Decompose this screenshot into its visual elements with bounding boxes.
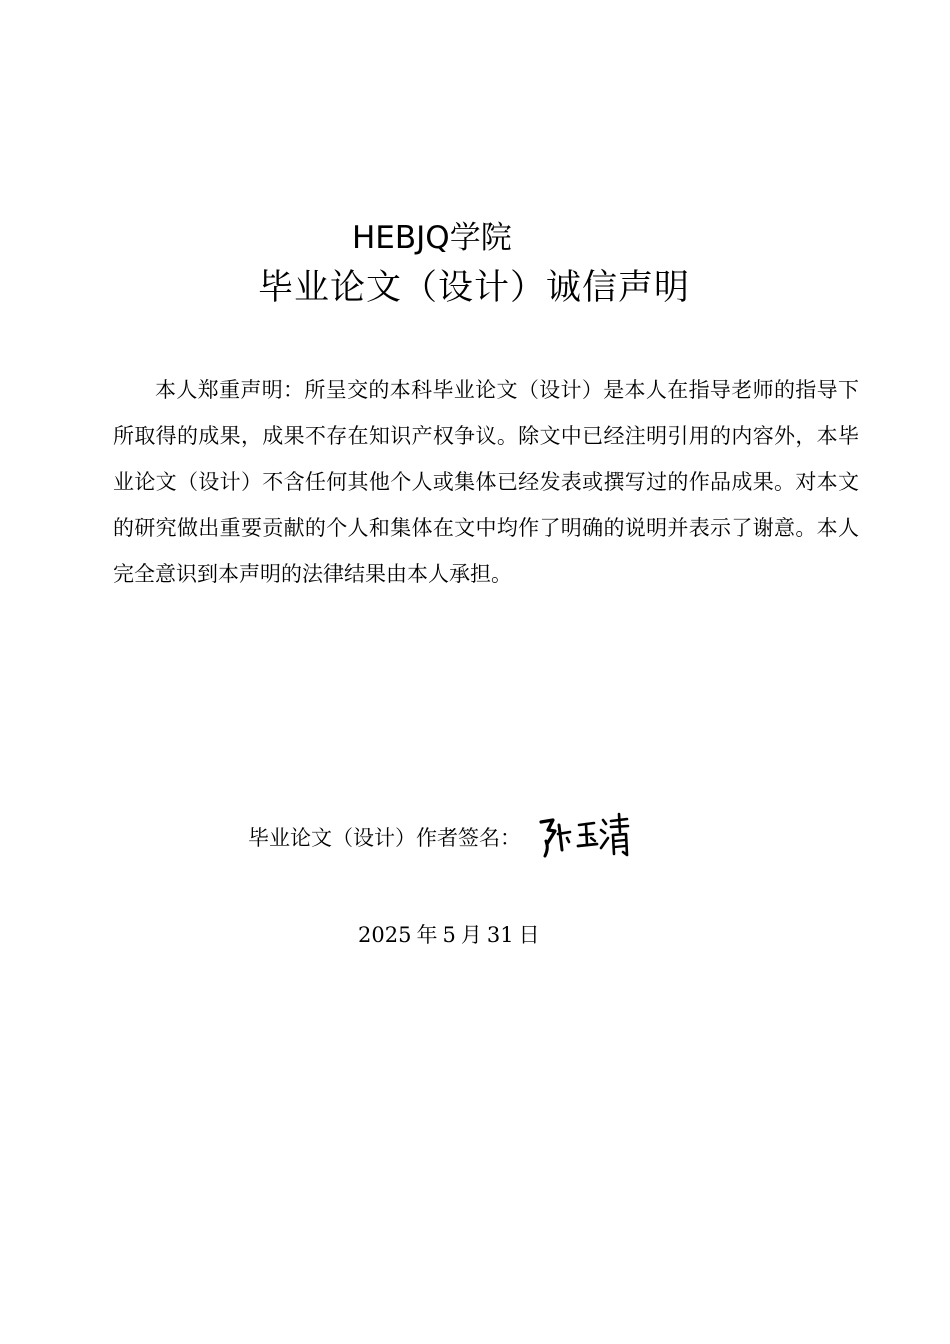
- signature-row: [248, 808, 635, 868]
- declaration-paragraph: 本人郑重声明：所呈交的本科毕业论文（设计）是本人在指导老师的指导下所取得的成果，成果不存在知识产权争议。除文中已经注明引用的内容外，本毕业论文（设计）不含任何其他个人或集体已经发表或撰写过的作品成果。对本文的研究做出重要贡献的个人和集体在文中均作了明确的说明并表示了谢意。本人完全意识到本声明的法律结果由本人承担。: [113, 378, 859, 586]
- institution-name: HEBJQ学院: [352, 220, 512, 256]
- date-month-unit: 月: [460, 923, 482, 947]
- date-day: 31: [486, 923, 514, 947]
- date-year-unit: 年: [416, 923, 438, 947]
- date-year: 2025: [358, 923, 412, 947]
- signature-label: 毕业论文（设计）作者签名：: [248, 826, 521, 850]
- date-day-unit: 日: [518, 923, 540, 947]
- document-title: 毕业论文（设计）诚信声明: [258, 268, 691, 308]
- date-month: 5: [442, 923, 456, 947]
- handwritten-signature: [535, 808, 635, 868]
- signature-date: [358, 920, 545, 950]
